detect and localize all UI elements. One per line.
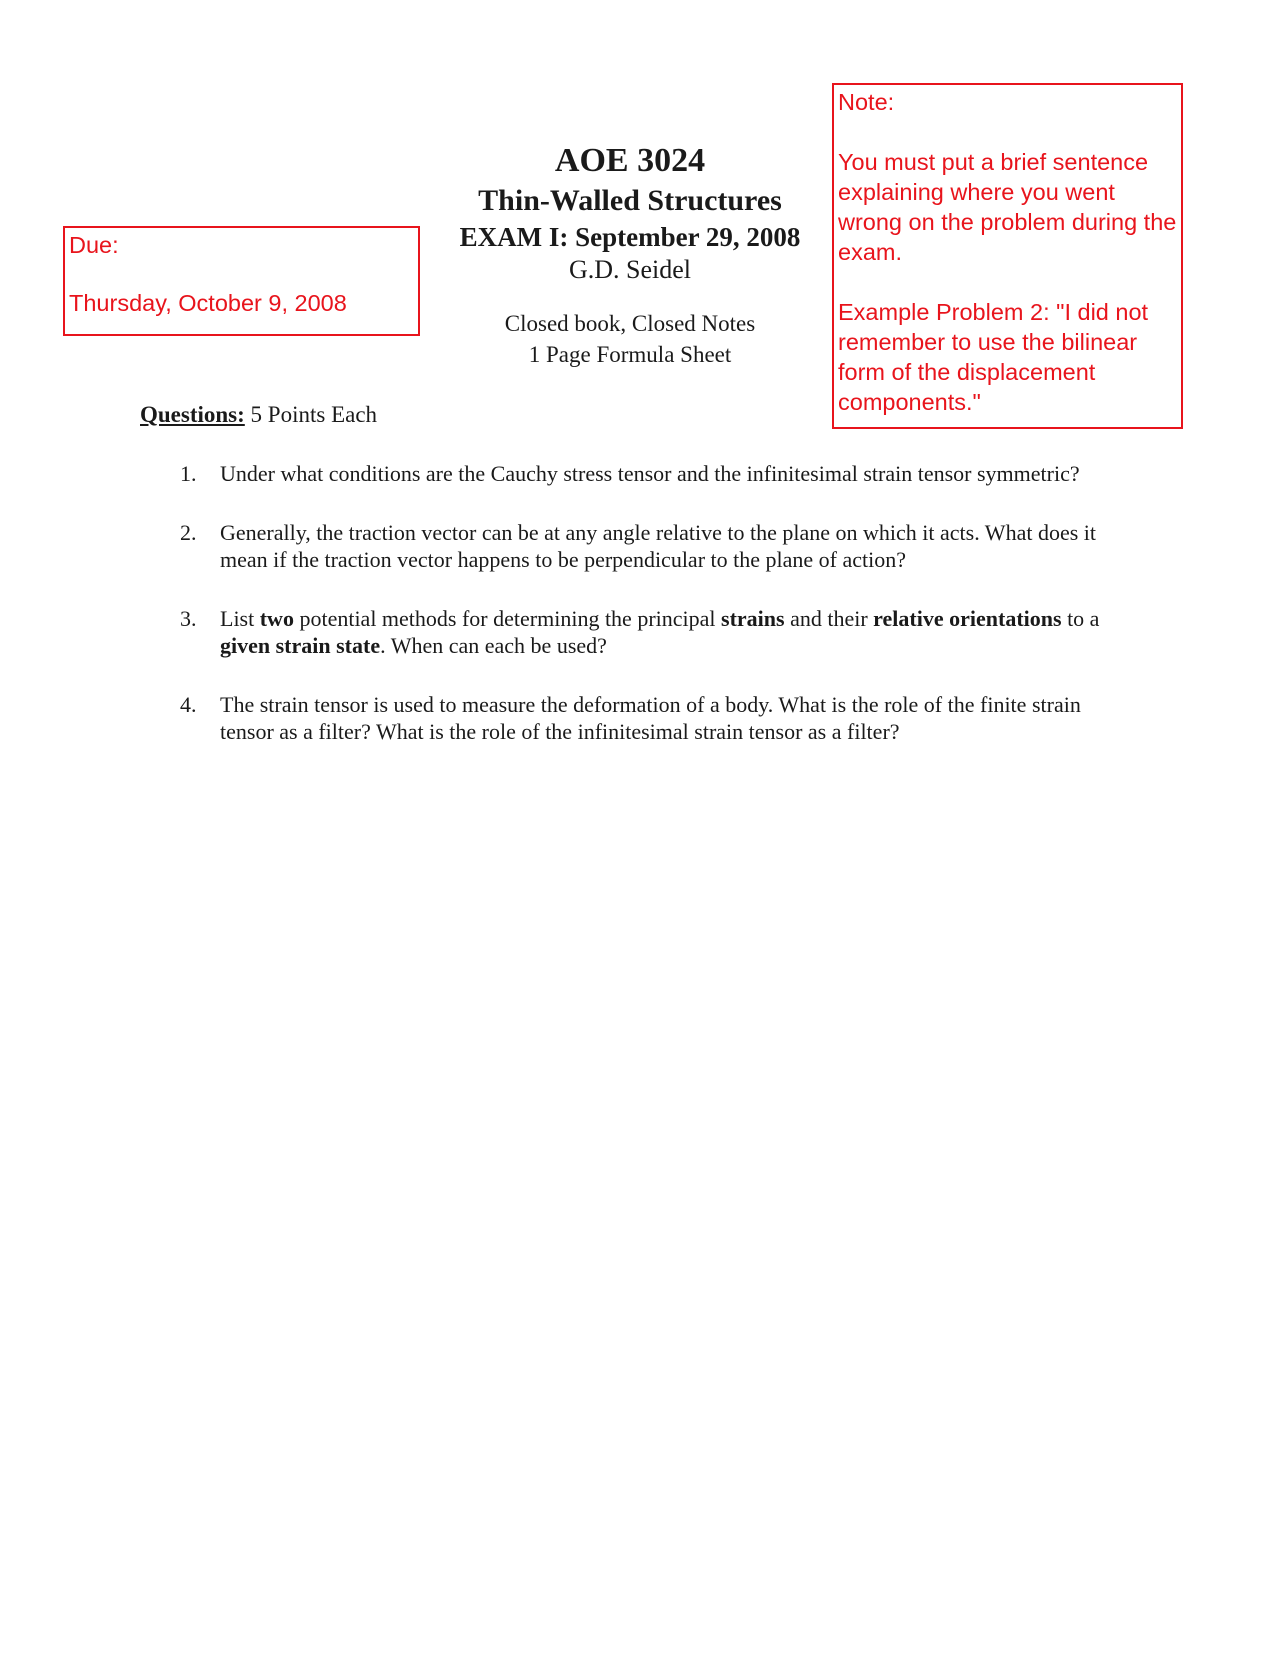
exam-header: [430, 140, 830, 370]
exam-label: EXAM I:: [459, 222, 569, 252]
question-text-part: . When can each be used?: [380, 633, 607, 658]
question-item: [180, 519, 1130, 573]
question-text: Under what conditions are the Cauchy stress tensor and the infinitesimal strain tensor symmetric?: [220, 461, 1080, 486]
rules-line-2: 1 Page Formula Sheet: [528, 342, 732, 367]
question-number: 1.: [180, 461, 197, 486]
question-text: The strain tensor is used to measure the deformation of a body. What is the role of the finite strain tensor as a filter? What is the role of the infinitesimal strain tensor as a filter?: [220, 692, 1081, 744]
question-item: [180, 691, 1130, 745]
note-instruction: You must put a brief sentence explaining where you went wrong on the problem during the exam.: [838, 149, 1177, 265]
course-title: AOE 3024: [554, 142, 706, 179]
question-text-part: and their: [784, 606, 874, 631]
instructor-name: G.D. Seidel: [568, 255, 692, 284]
question-text-bold: two: [259, 606, 294, 631]
questions-heading: [140, 400, 377, 430]
note-label: Note:: [838, 89, 895, 115]
question-text-bold: relative orientations: [873, 606, 1062, 631]
question-text-bold: strains: [721, 606, 785, 631]
exam-line: [430, 220, 830, 254]
question-text-part: List: [220, 606, 260, 631]
question-number: 2.: [180, 520, 197, 545]
course-subtitle: Thin-Walled Structures: [478, 184, 782, 217]
rules-line-1: Closed book, Closed Notes: [504, 311, 756, 336]
question-item: [180, 605, 1130, 659]
question-text: Generally, the traction vector can be at any angle relative to the plane on which it acts. What does it mean if the traction vector happens to be perpendicular to the plane of action?: [220, 520, 1096, 572]
exam-rules: [430, 308, 830, 370]
question-number: 3.: [180, 606, 197, 631]
due-annotation-box: [63, 226, 420, 336]
question-text-part: potential methods for determining the principal: [293, 606, 722, 631]
due-date: Thursday, October 9, 2008: [69, 290, 347, 316]
due-label: Due:: [69, 232, 119, 258]
exam-date: September 29, 2008: [575, 222, 801, 252]
note-example: Example Problem 2: "I did not remember to use the bilinear form of the displacement components.": [838, 299, 1149, 415]
question-text-bold: given strain state: [220, 633, 381, 658]
question-list: [180, 460, 1130, 777]
note-annotation-box: [832, 83, 1183, 429]
questions-label: Questions:: [140, 402, 245, 427]
question-text: [220, 606, 1099, 658]
question-text-part: to a: [1061, 606, 1100, 631]
questions-points: 5 Points Each: [250, 402, 378, 427]
question-number: 4.: [180, 692, 197, 717]
question-item: [180, 460, 1130, 487]
